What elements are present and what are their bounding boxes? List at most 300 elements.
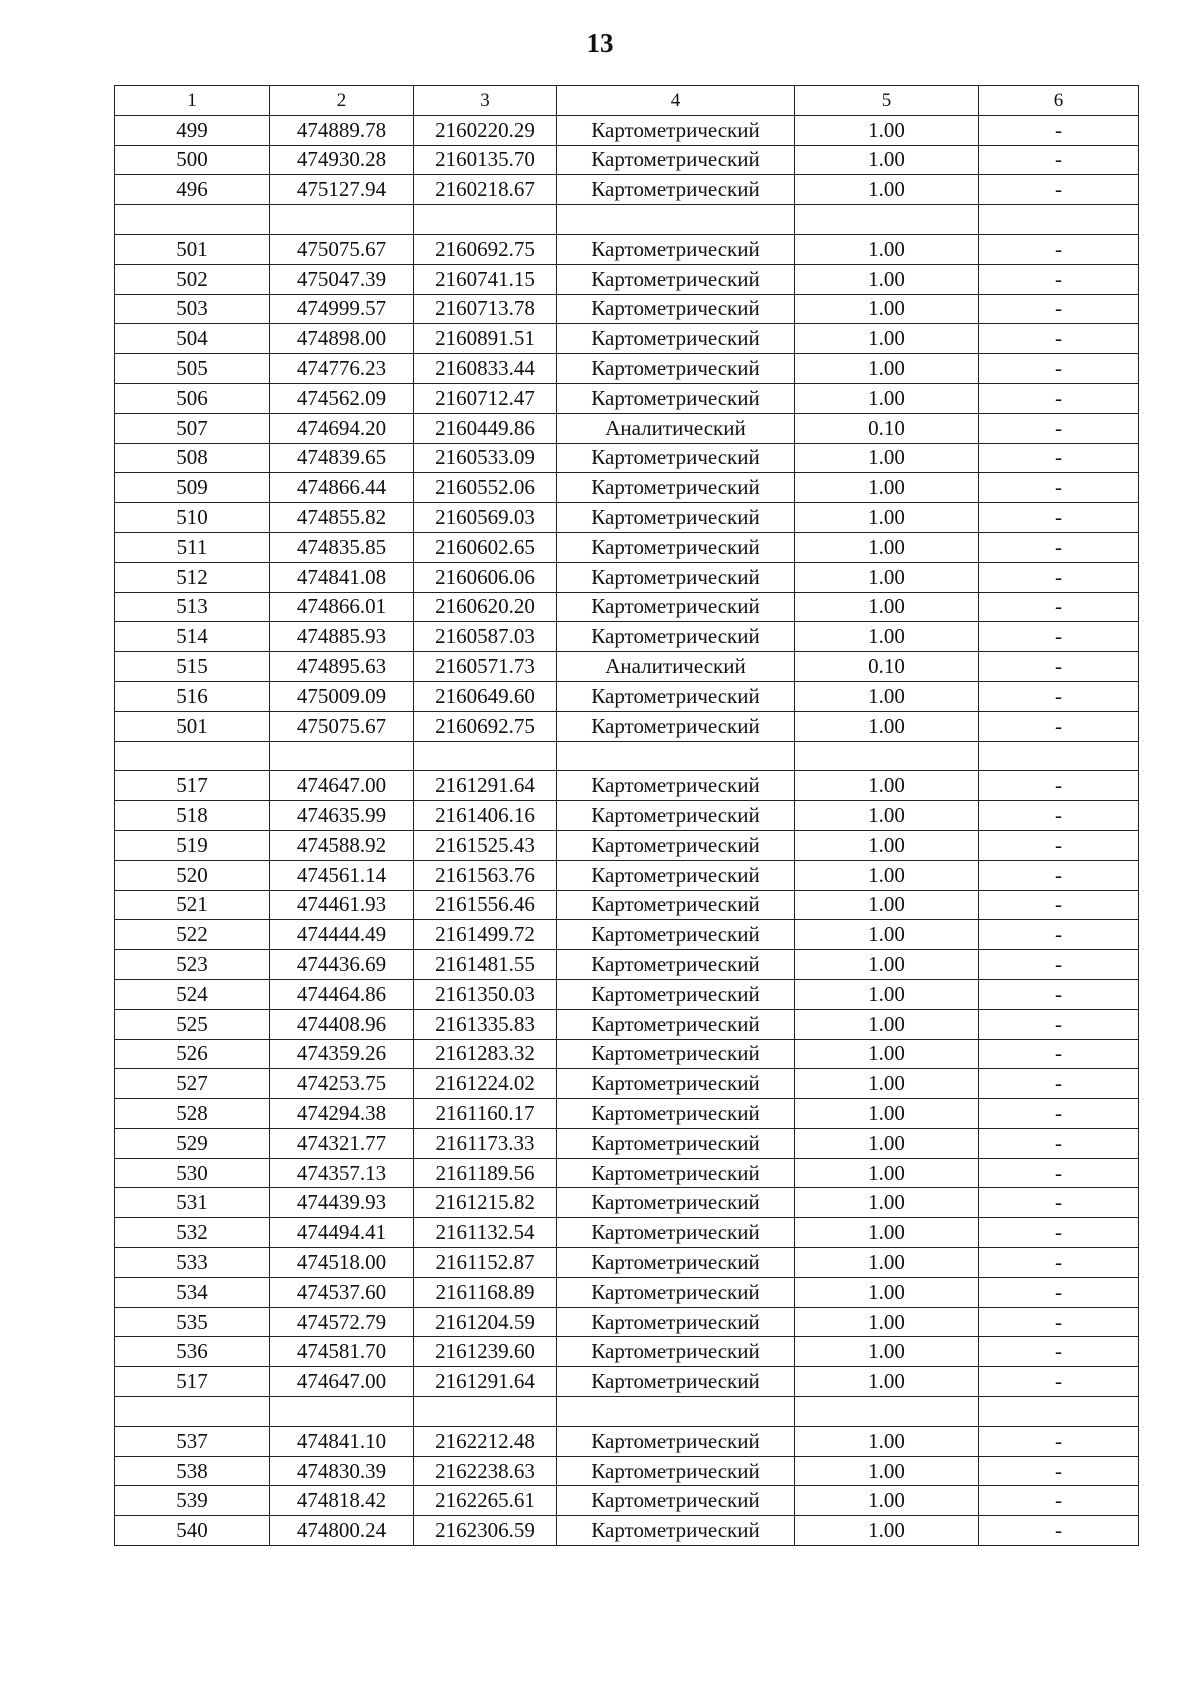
table-cell-col-3: 2161481.55 <box>414 950 557 980</box>
table-cell-col-1: 539 <box>115 1486 270 1516</box>
table-row <box>115 175 1139 205</box>
table-cell-col-6 <box>979 1397 1139 1427</box>
table-row <box>115 1009 1139 1039</box>
table-cell-col-5: 1.00 <box>795 1069 979 1099</box>
table-row <box>115 771 1139 801</box>
table-cell-col-5 <box>795 1397 979 1427</box>
table-cell-col-5: 1.00 <box>795 562 979 592</box>
table-cell-col-2: 474294.38 <box>270 1099 414 1129</box>
table-cell-col-1: 516 <box>115 681 270 711</box>
table-cell-col-3: 2161556.46 <box>414 890 557 920</box>
table-cell-col-4: Картометрический <box>557 115 795 145</box>
table-cell-col-1: 534 <box>115 1277 270 1307</box>
table-cell-col-3 <box>414 1397 557 1427</box>
table-row <box>115 145 1139 175</box>
table-cell-col-5: 1.00 <box>795 622 979 652</box>
table-cell-col-1: 528 <box>115 1099 270 1129</box>
table-cell-col-3: 2160552.06 <box>414 473 557 503</box>
table-cell-col-3: 2160692.75 <box>414 711 557 741</box>
table-cell-col-5 <box>795 741 979 771</box>
table-cell-col-5: 1.00 <box>795 681 979 711</box>
table-cell-col-1: 517 <box>115 1367 270 1397</box>
table-cell-col-2: 474581.70 <box>270 1337 414 1367</box>
table-cell-col-2: 474885.93 <box>270 622 414 652</box>
table-cell-col-3: 2160218.67 <box>414 175 557 205</box>
table-cell-col-6: - <box>979 324 1139 354</box>
table-cell-col-5: 1.00 <box>795 1039 979 1069</box>
table-cell-col-2: 474561.14 <box>270 860 414 890</box>
table-cell-col-5: 1.00 <box>795 354 979 384</box>
table-row <box>115 950 1139 980</box>
table-cell-col-6: - <box>979 1099 1139 1129</box>
table-row <box>115 652 1139 682</box>
table-cell-col-3: 2160533.09 <box>414 443 557 473</box>
table-cell-col-2: 474464.86 <box>270 979 414 1009</box>
table-cell-col-2: 474518.00 <box>270 1248 414 1278</box>
table-cell-col-1: 536 <box>115 1337 270 1367</box>
table-cell-col-2: 474841.08 <box>270 562 414 592</box>
table-cell-col-1: 513 <box>115 592 270 622</box>
table-cell-col-2: 474930.28 <box>270 145 414 175</box>
table-cell-col-1: 519 <box>115 830 270 860</box>
table-cell-col-6: - <box>979 115 1139 145</box>
table-cell-col-4: Картометрический <box>557 1009 795 1039</box>
table-row <box>115 1218 1139 1248</box>
table-cell-col-5: 1.00 <box>795 115 979 145</box>
table-cell-col-3: 2160606.06 <box>414 562 557 592</box>
table-cell-col-1: 500 <box>115 145 270 175</box>
table-cell-col-4: Картометрический <box>557 801 795 831</box>
table-cell-col-2: 474694.20 <box>270 413 414 443</box>
table-cell-col-6: - <box>979 860 1139 890</box>
table-row <box>115 443 1139 473</box>
table-cell-col-3 <box>414 741 557 771</box>
table-row <box>115 1277 1139 1307</box>
table-cell-col-5: 1.00 <box>795 920 979 950</box>
table-cell-col-4: Картометрический <box>557 860 795 890</box>
table-cell-col-5: 1.00 <box>795 860 979 890</box>
table-cell-col-4 <box>557 1397 795 1427</box>
table-cell-col-6: - <box>979 592 1139 622</box>
table-cell-col-6: - <box>979 950 1139 980</box>
table-cell-col-5: 1.00 <box>795 473 979 503</box>
table-cell-col-6: - <box>979 1456 1139 1486</box>
table-cell-col-2 <box>270 205 414 235</box>
table-cell-col-1: 530 <box>115 1158 270 1188</box>
table-row <box>115 681 1139 711</box>
table-cell-col-2: 474253.75 <box>270 1069 414 1099</box>
table-cell-col-3: 2162212.48 <box>414 1426 557 1456</box>
table-cell-col-3: 2161160.17 <box>414 1099 557 1129</box>
table-cell-col-2: 474321.77 <box>270 1128 414 1158</box>
table-cell-col-5: 1.00 <box>795 830 979 860</box>
table-cell-col-3: 2160712.47 <box>414 383 557 413</box>
table-cell-col-4: Картометрический <box>557 1307 795 1337</box>
table-cell-col-1: 533 <box>115 1248 270 1278</box>
table-row <box>115 503 1139 533</box>
table-cell-col-1: 510 <box>115 503 270 533</box>
table-cell-col-3: 2161350.03 <box>414 979 557 1009</box>
table-cell-col-6: - <box>979 622 1139 652</box>
table-cell-col-3: 2161291.64 <box>414 1367 557 1397</box>
table-cell-col-3: 2160741.15 <box>414 264 557 294</box>
table-cell-col-1: 538 <box>115 1456 270 1486</box>
table-cell-col-5: 1.00 <box>795 175 979 205</box>
table-cell-col-3: 2161173.33 <box>414 1128 557 1158</box>
table-cell-col-3: 2161335.83 <box>414 1009 557 1039</box>
table-cell-col-5: 1.00 <box>795 1516 979 1546</box>
table-row <box>115 860 1139 890</box>
table-cell-col-6: - <box>979 1277 1139 1307</box>
table-cell-col-3: 2161189.56 <box>414 1158 557 1188</box>
table-cell-col-3: 2160833.44 <box>414 354 557 384</box>
table-cell-col-5: 1.00 <box>795 801 979 831</box>
table-cell-col-4: Картометрический <box>557 1277 795 1307</box>
table-row <box>115 830 1139 860</box>
table-cell-col-3: 2161224.02 <box>414 1069 557 1099</box>
table-cell-col-5: 1.00 <box>795 1158 979 1188</box>
table-body <box>115 115 1139 1545</box>
table-cell-col-4: Картометрический <box>557 830 795 860</box>
table-row <box>115 413 1139 443</box>
table-cell-col-3: 2160135.70 <box>414 145 557 175</box>
table-cell-col-1: 505 <box>115 354 270 384</box>
table-cell-col-2: 474461.93 <box>270 890 414 920</box>
separator-row <box>115 205 1139 235</box>
table-cell-col-1: 529 <box>115 1128 270 1158</box>
table-cell-col-5: 1.00 <box>795 1099 979 1129</box>
table-cell-col-2: 474436.69 <box>270 950 414 980</box>
table-cell-col-1: 525 <box>115 1009 270 1039</box>
table-cell-col-6: - <box>979 562 1139 592</box>
table-cell-col-1: 504 <box>115 324 270 354</box>
table-cell-col-4: Картометрический <box>557 1248 795 1278</box>
table-cell-col-2: 474776.23 <box>270 354 414 384</box>
table-cell-col-4: Картометрический <box>557 1516 795 1546</box>
table-cell-col-4: Картометрический <box>557 711 795 741</box>
table-cell-col-4: Картометрический <box>557 1188 795 1218</box>
table-cell-col-6: - <box>979 711 1139 741</box>
table-cell-col-6: - <box>979 1367 1139 1397</box>
table-cell-col-1: 503 <box>115 294 270 324</box>
table-cell-col-6: - <box>979 920 1139 950</box>
table-cell-col-5: 1.00 <box>795 264 979 294</box>
table-cell-col-4: Картометрический <box>557 264 795 294</box>
table-cell-col-1: 522 <box>115 920 270 950</box>
table-cell-col-4: Картометрический <box>557 145 795 175</box>
table-row <box>115 532 1139 562</box>
table-row <box>115 1337 1139 1367</box>
table-cell-col-1: 512 <box>115 562 270 592</box>
table-cell-col-3: 2162306.59 <box>414 1516 557 1546</box>
table-cell-col-6: - <box>979 1426 1139 1456</box>
table-cell-col-2: 474999.57 <box>270 294 414 324</box>
table-row <box>115 1456 1139 1486</box>
table-cell-col-4: Аналитический <box>557 413 795 443</box>
table-cell-col-2: 474839.65 <box>270 443 414 473</box>
table-cell-col-5: 1.00 <box>795 145 979 175</box>
table-cell-col-4: Картометрический <box>557 920 795 950</box>
table-cell-col-6: - <box>979 1069 1139 1099</box>
table-cell-col-5: 1.00 <box>795 1337 979 1367</box>
table-cell-col-5: 1.00 <box>795 890 979 920</box>
table-cell-col-6: - <box>979 801 1139 831</box>
table-cell-col-6: - <box>979 234 1139 264</box>
table-cell-col-4: Картометрический <box>557 1128 795 1158</box>
table-cell-col-1: 507 <box>115 413 270 443</box>
table-cell-col-2: 474800.24 <box>270 1516 414 1546</box>
table-cell-col-2: 474572.79 <box>270 1307 414 1337</box>
table-cell-col-6: - <box>979 771 1139 801</box>
table-cell-col-1: 535 <box>115 1307 270 1337</box>
table-cell-col-3: 2161283.32 <box>414 1039 557 1069</box>
table-cell-col-4: Картометрический <box>557 1337 795 1367</box>
table-cell-col-5: 1.00 <box>795 443 979 473</box>
table-cell-col-4: Картометрический <box>557 681 795 711</box>
table-cell-col-3: 2161525.43 <box>414 830 557 860</box>
table-cell-col-1: 517 <box>115 771 270 801</box>
table-cell-col-4: Картометрический <box>557 503 795 533</box>
table-cell-col-6: - <box>979 175 1139 205</box>
table-cell-col-2: 474647.00 <box>270 1367 414 1397</box>
table-cell-col-4: Картометрический <box>557 354 795 384</box>
table-row <box>115 354 1139 384</box>
table-row <box>115 1426 1139 1456</box>
table-cell-col-1: 499 <box>115 115 270 145</box>
table-cell-col-6: - <box>979 1009 1139 1039</box>
table-cell-col-4: Картометрический <box>557 1069 795 1099</box>
table-cell-col-1: 521 <box>115 890 270 920</box>
table-cell-col-5: 0.10 <box>795 652 979 682</box>
table-cell-col-2: 474494.41 <box>270 1218 414 1248</box>
table-cell-col-5: 1.00 <box>795 592 979 622</box>
table-cell-col-3: 2161239.60 <box>414 1337 557 1367</box>
table-cell-col-6: - <box>979 1039 1139 1069</box>
table-cell-col-2 <box>270 1397 414 1427</box>
table-row <box>115 1188 1139 1218</box>
table-cell-col-6: - <box>979 652 1139 682</box>
table-row <box>115 264 1139 294</box>
table-cell-col-4: Картометрический <box>557 532 795 562</box>
table-cell-col-5: 1.00 <box>795 503 979 533</box>
header-col-6: 6 <box>979 86 1139 116</box>
table-cell-col-6: - <box>979 1337 1139 1367</box>
table-cell-col-6: - <box>979 1516 1139 1546</box>
table-row <box>115 1248 1139 1278</box>
table-cell-col-1 <box>115 205 270 235</box>
table-cell-col-2: 474835.85 <box>270 532 414 562</box>
header-col-5: 5 <box>795 86 979 116</box>
table-cell-col-1: 515 <box>115 652 270 682</box>
table-cell-col-6: - <box>979 383 1139 413</box>
table-cell-col-2: 474889.78 <box>270 115 414 145</box>
table-cell-col-4: Картометрический <box>557 1426 795 1456</box>
table-cell-col-3: 2162265.61 <box>414 1486 557 1516</box>
table-cell-col-4: Картометрический <box>557 473 795 503</box>
table-row <box>115 1307 1139 1337</box>
table-cell-col-3: 2160649.60 <box>414 681 557 711</box>
table-cell-col-5: 1.00 <box>795 532 979 562</box>
table-cell-col-5: 1.00 <box>795 1277 979 1307</box>
table-cell-col-5: 1.00 <box>795 1307 979 1337</box>
table-cell-col-3: 2161152.87 <box>414 1248 557 1278</box>
table-cell-col-6: - <box>979 1307 1139 1337</box>
table-cell-col-6: - <box>979 473 1139 503</box>
table-cell-col-2 <box>270 741 414 771</box>
table-cell-col-4: Картометрический <box>557 443 795 473</box>
table-cell-col-4: Картометрический <box>557 890 795 920</box>
table-cell-col-3: 2161406.16 <box>414 801 557 831</box>
table-row <box>115 383 1139 413</box>
table-cell-col-1: 508 <box>115 443 270 473</box>
table-cell-col-2: 474866.44 <box>270 473 414 503</box>
table-cell-col-5: 1.00 <box>795 294 979 324</box>
table-cell-col-2: 474647.00 <box>270 771 414 801</box>
table-cell-col-4: Картометрический <box>557 234 795 264</box>
table-cell-col-2: 474537.60 <box>270 1277 414 1307</box>
table-cell-col-4: Картометрический <box>557 1099 795 1129</box>
table-row <box>115 115 1139 145</box>
table-row <box>115 234 1139 264</box>
table-cell-col-4 <box>557 741 795 771</box>
table-cell-col-2: 475047.39 <box>270 264 414 294</box>
table-cell-col-6: - <box>979 1248 1139 1278</box>
table-cell-col-5: 1.00 <box>795 1009 979 1039</box>
table-cell-col-4: Аналитический <box>557 652 795 682</box>
header-col-4: 4 <box>557 86 795 116</box>
table-cell-col-3: 2161291.64 <box>414 771 557 801</box>
separator-row <box>115 1397 1139 1427</box>
table-cell-col-6: - <box>979 532 1139 562</box>
table-cell-col-4: Картометрический <box>557 1456 795 1486</box>
coordinates-table <box>114 85 1139 1546</box>
table-cell-col-4: Картометрический <box>557 592 795 622</box>
table-cell-col-3: 2160587.03 <box>414 622 557 652</box>
table-cell-col-5: 1.00 <box>795 1248 979 1278</box>
table-cell-col-5: 1.00 <box>795 1188 979 1218</box>
table-cell-col-1 <box>115 1397 270 1427</box>
table-cell-col-6: - <box>979 354 1139 384</box>
table-row <box>115 1367 1139 1397</box>
separator-row <box>115 741 1139 771</box>
table-cell-col-3: 2160449.86 <box>414 413 557 443</box>
table-cell-col-2: 474439.93 <box>270 1188 414 1218</box>
table-row <box>115 1128 1139 1158</box>
table-cell-col-6: - <box>979 503 1139 533</box>
table-cell-col-2: 475075.67 <box>270 234 414 264</box>
table-cell-col-6: - <box>979 1188 1139 1218</box>
table-cell-col-3: 2161215.82 <box>414 1188 557 1218</box>
table-header-row <box>115 86 1139 116</box>
table-cell-col-5: 1.00 <box>795 234 979 264</box>
table-cell-col-1: 509 <box>115 473 270 503</box>
table-cell-col-3: 2160569.03 <box>414 503 557 533</box>
table-cell-col-4: Картометрический <box>557 294 795 324</box>
table-cell-col-6 <box>979 205 1139 235</box>
table-cell-col-2: 474635.99 <box>270 801 414 831</box>
table-cell-col-4: Картометрический <box>557 950 795 980</box>
table-cell-col-3: 2161499.72 <box>414 920 557 950</box>
table-cell-col-6: - <box>979 294 1139 324</box>
table-cell-col-3: 2160571.73 <box>414 652 557 682</box>
table-cell-col-2: 474898.00 <box>270 324 414 354</box>
table-cell-col-4: Картометрический <box>557 1367 795 1397</box>
table-cell-col-2: 474408.96 <box>270 1009 414 1039</box>
table-cell-col-5: 1.00 <box>795 950 979 980</box>
table-cell-col-6: - <box>979 681 1139 711</box>
table-cell-col-3: 2160602.65 <box>414 532 557 562</box>
table-cell-col-4: Картометрический <box>557 324 795 354</box>
table-cell-col-4: Картометрический <box>557 1218 795 1248</box>
table-cell-col-4: Картометрический <box>557 1039 795 1069</box>
table-cell-col-4 <box>557 205 795 235</box>
table-cell-col-1: 514 <box>115 622 270 652</box>
table-cell-col-1: 506 <box>115 383 270 413</box>
table-cell-col-6: - <box>979 443 1139 473</box>
table-cell-col-1: 520 <box>115 860 270 890</box>
table-row <box>115 1158 1139 1188</box>
table-row <box>115 920 1139 950</box>
table-cell-col-3: 2162238.63 <box>414 1456 557 1486</box>
table-cell-col-1: 502 <box>115 264 270 294</box>
table-cell-col-3 <box>414 205 557 235</box>
header-col-2: 2 <box>270 86 414 116</box>
table-cell-col-5: 1.00 <box>795 771 979 801</box>
table-cell-col-6 <box>979 741 1139 771</box>
table-cell-col-3: 2161132.54 <box>414 1218 557 1248</box>
table-cell-col-6: - <box>979 1486 1139 1516</box>
table-row <box>115 1486 1139 1516</box>
table-cell-col-5: 1.00 <box>795 1218 979 1248</box>
table-cell-col-2: 474444.49 <box>270 920 414 950</box>
table-cell-col-6: - <box>979 1218 1139 1248</box>
table-cell-col-4: Картометрический <box>557 1158 795 1188</box>
table-cell-col-3: 2160713.78 <box>414 294 557 324</box>
table-row <box>115 890 1139 920</box>
table-row <box>115 711 1139 741</box>
table-cell-col-4: Картометрический <box>557 175 795 205</box>
table-cell-col-5 <box>795 205 979 235</box>
table-cell-col-3: 2161563.76 <box>414 860 557 890</box>
table-cell-col-2: 474830.39 <box>270 1456 414 1486</box>
table-cell-col-4: Картометрический <box>557 622 795 652</box>
table-cell-col-1: 518 <box>115 801 270 831</box>
table-cell-col-2: 475075.67 <box>270 711 414 741</box>
table-row <box>115 1069 1139 1099</box>
table-row <box>115 1516 1139 1546</box>
table-cell-col-4: Картометрический <box>557 562 795 592</box>
table-cell-col-1: 501 <box>115 234 270 264</box>
table-cell-col-3: 2161204.59 <box>414 1307 557 1337</box>
header-col-3: 3 <box>414 86 557 116</box>
page-number: 13 <box>586 28 614 58</box>
table-cell-col-1: 523 <box>115 950 270 980</box>
table-cell-col-2: 474841.10 <box>270 1426 414 1456</box>
table-cell-col-2: 474357.13 <box>270 1158 414 1188</box>
table-cell-col-5: 1.00 <box>795 1456 979 1486</box>
table-cell-col-2: 475009.09 <box>270 681 414 711</box>
table-cell-col-3: 2160891.51 <box>414 324 557 354</box>
table-row <box>115 294 1139 324</box>
table-cell-col-4: Картометрический <box>557 979 795 1009</box>
table-cell-col-2: 474359.26 <box>270 1039 414 1069</box>
table-cell-col-3: 2160220.29 <box>414 115 557 145</box>
table-cell-col-1: 532 <box>115 1218 270 1248</box>
table-cell-col-6: - <box>979 264 1139 294</box>
table-cell-col-4: Картометрический <box>557 383 795 413</box>
table-cell-col-5: 1.00 <box>795 1367 979 1397</box>
table-cell-col-2: 475127.94 <box>270 175 414 205</box>
